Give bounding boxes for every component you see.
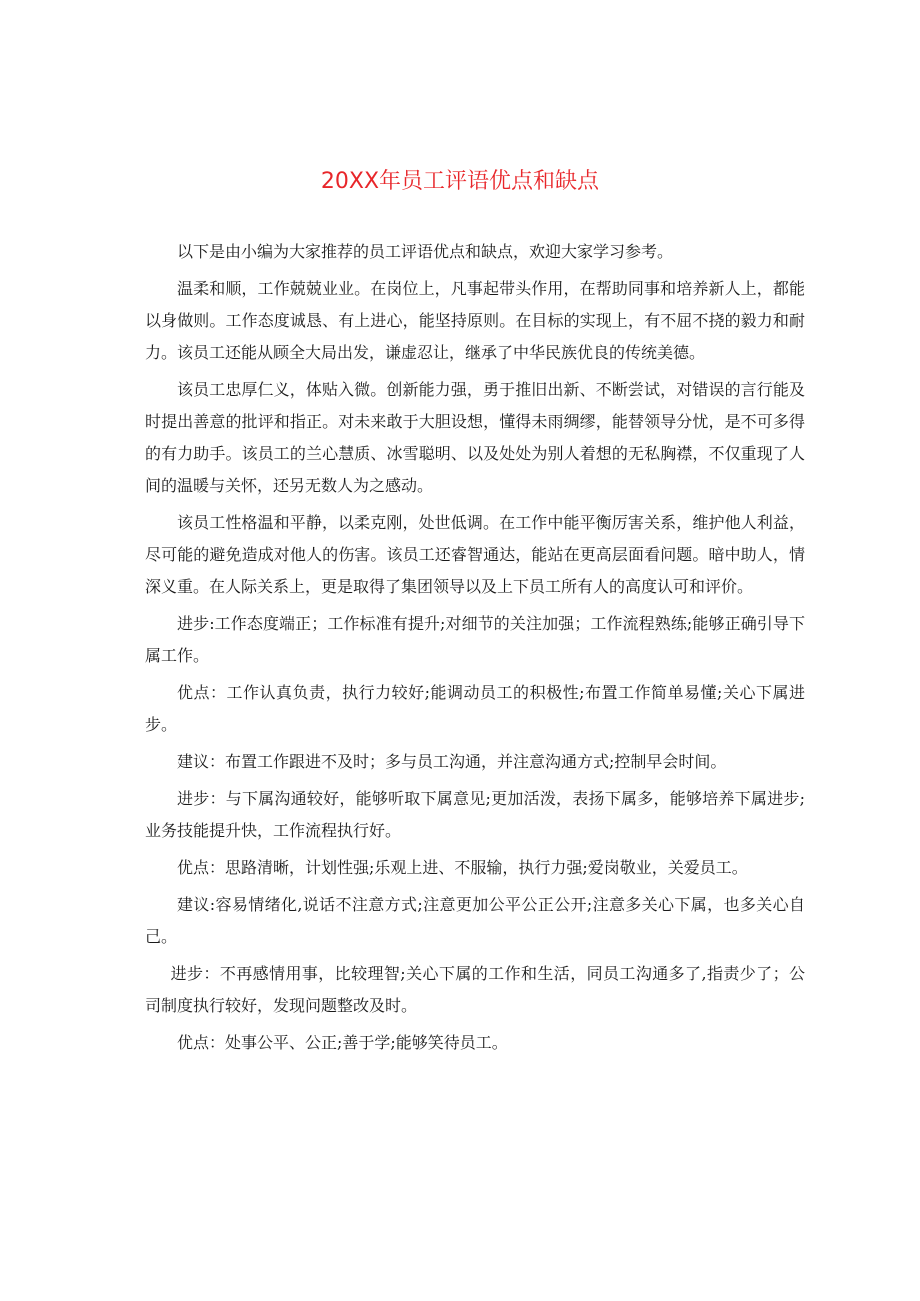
document-title: 20XX年员工评语优点和缺点 [320, 169, 600, 194]
paragraph-suggestions-2: 建议:容易情绪化,说话不注意方式;注意更加公平公正公开;注意多关心下属，也多关心自己。 [145, 895, 805, 946]
paragraph-strengths-1: 优点：工作认真负责，执行力较好;能调动员工的积极性;布置工作简单易懂;关心下属进步。 [145, 683, 805, 734]
paragraph-progress-1: 进步:工作态度端正；工作标准有提升;对细节的关注加强；工作流程熟练;能够正确引导下属工作。 [145, 614, 805, 665]
paragraph-intro: 以下是由小编为大家推荐的员工评语优点和缺点，欢迎大家学习参考。 [177, 242, 674, 261]
document-body [145, 236, 805, 1064]
paragraph-comment-3: 该员工性格温和平静，以柔克刚，处世低调。在工作中能平衡厉害关系，维护他人利益，尽可能的避免造成对他人的伤害。该员工还睿智通达，能站在更高层面看问题。暗中助人，情深义重。在人际关系上，更是取得了集团领导以及上下员工所有人的高度认可和评价。 [145, 513, 805, 596]
paragraph-strengths-3: 优点：处事公平、公正;善于学;能够笑待员工。 [177, 1033, 508, 1052]
paragraph-comment-1: 温柔和顺，工作兢兢业业。在岗位上，凡事起带头作用，在帮助同事和培养新人上，都能以身做则。工作态度诚恳、有上进心，能坚持原则。在目标的实现上，有不屈不挠的毅力和耐力。该员工还能从顾全大局出发，谦虚忍让，继承了中华民族优良的传统美德。 [145, 279, 805, 362]
paragraph-suggestions-1: 建议：布置工作跟进不及时；多与员工沟通，并注意沟通方式;控制早会时间。 [177, 752, 727, 771]
paragraph-strengths-2: 优点：思路清晰，计划性强;乐观上进、不服输，执行力强;爱岗敬业，关爱员工。 [177, 858, 748, 877]
paragraph-progress-3: 进步：不再感情用事，比较理智;关心下属的工作和生活，同员工沟通多了,指责少了；公司制度执行较好，发现问题整改及时。 [145, 964, 805, 1015]
paragraph-comment-2: 该员工忠厚仁义，体贴入微。创新能力强，勇于推旧出新、不断尝试，对错误的言行能及时提出善意的批评和指正。对未来敢于大胆设想，懂得未雨绸缪，能替领导分忧，是不可多得的有力助手。该员工的兰心慧质、冰雪聪明、以及处处为别人着想的无私胸襟，不仅重现了人间的温暖与关怀，还另无数人为之感动。 [145, 380, 805, 495]
paragraph-progress-2: 进步：与下属沟通较好，能够听取下属意见;更加活泼，表扬下属多，能够培养下属进步;业务技能提升快，工作流程执行好。 [145, 789, 805, 840]
